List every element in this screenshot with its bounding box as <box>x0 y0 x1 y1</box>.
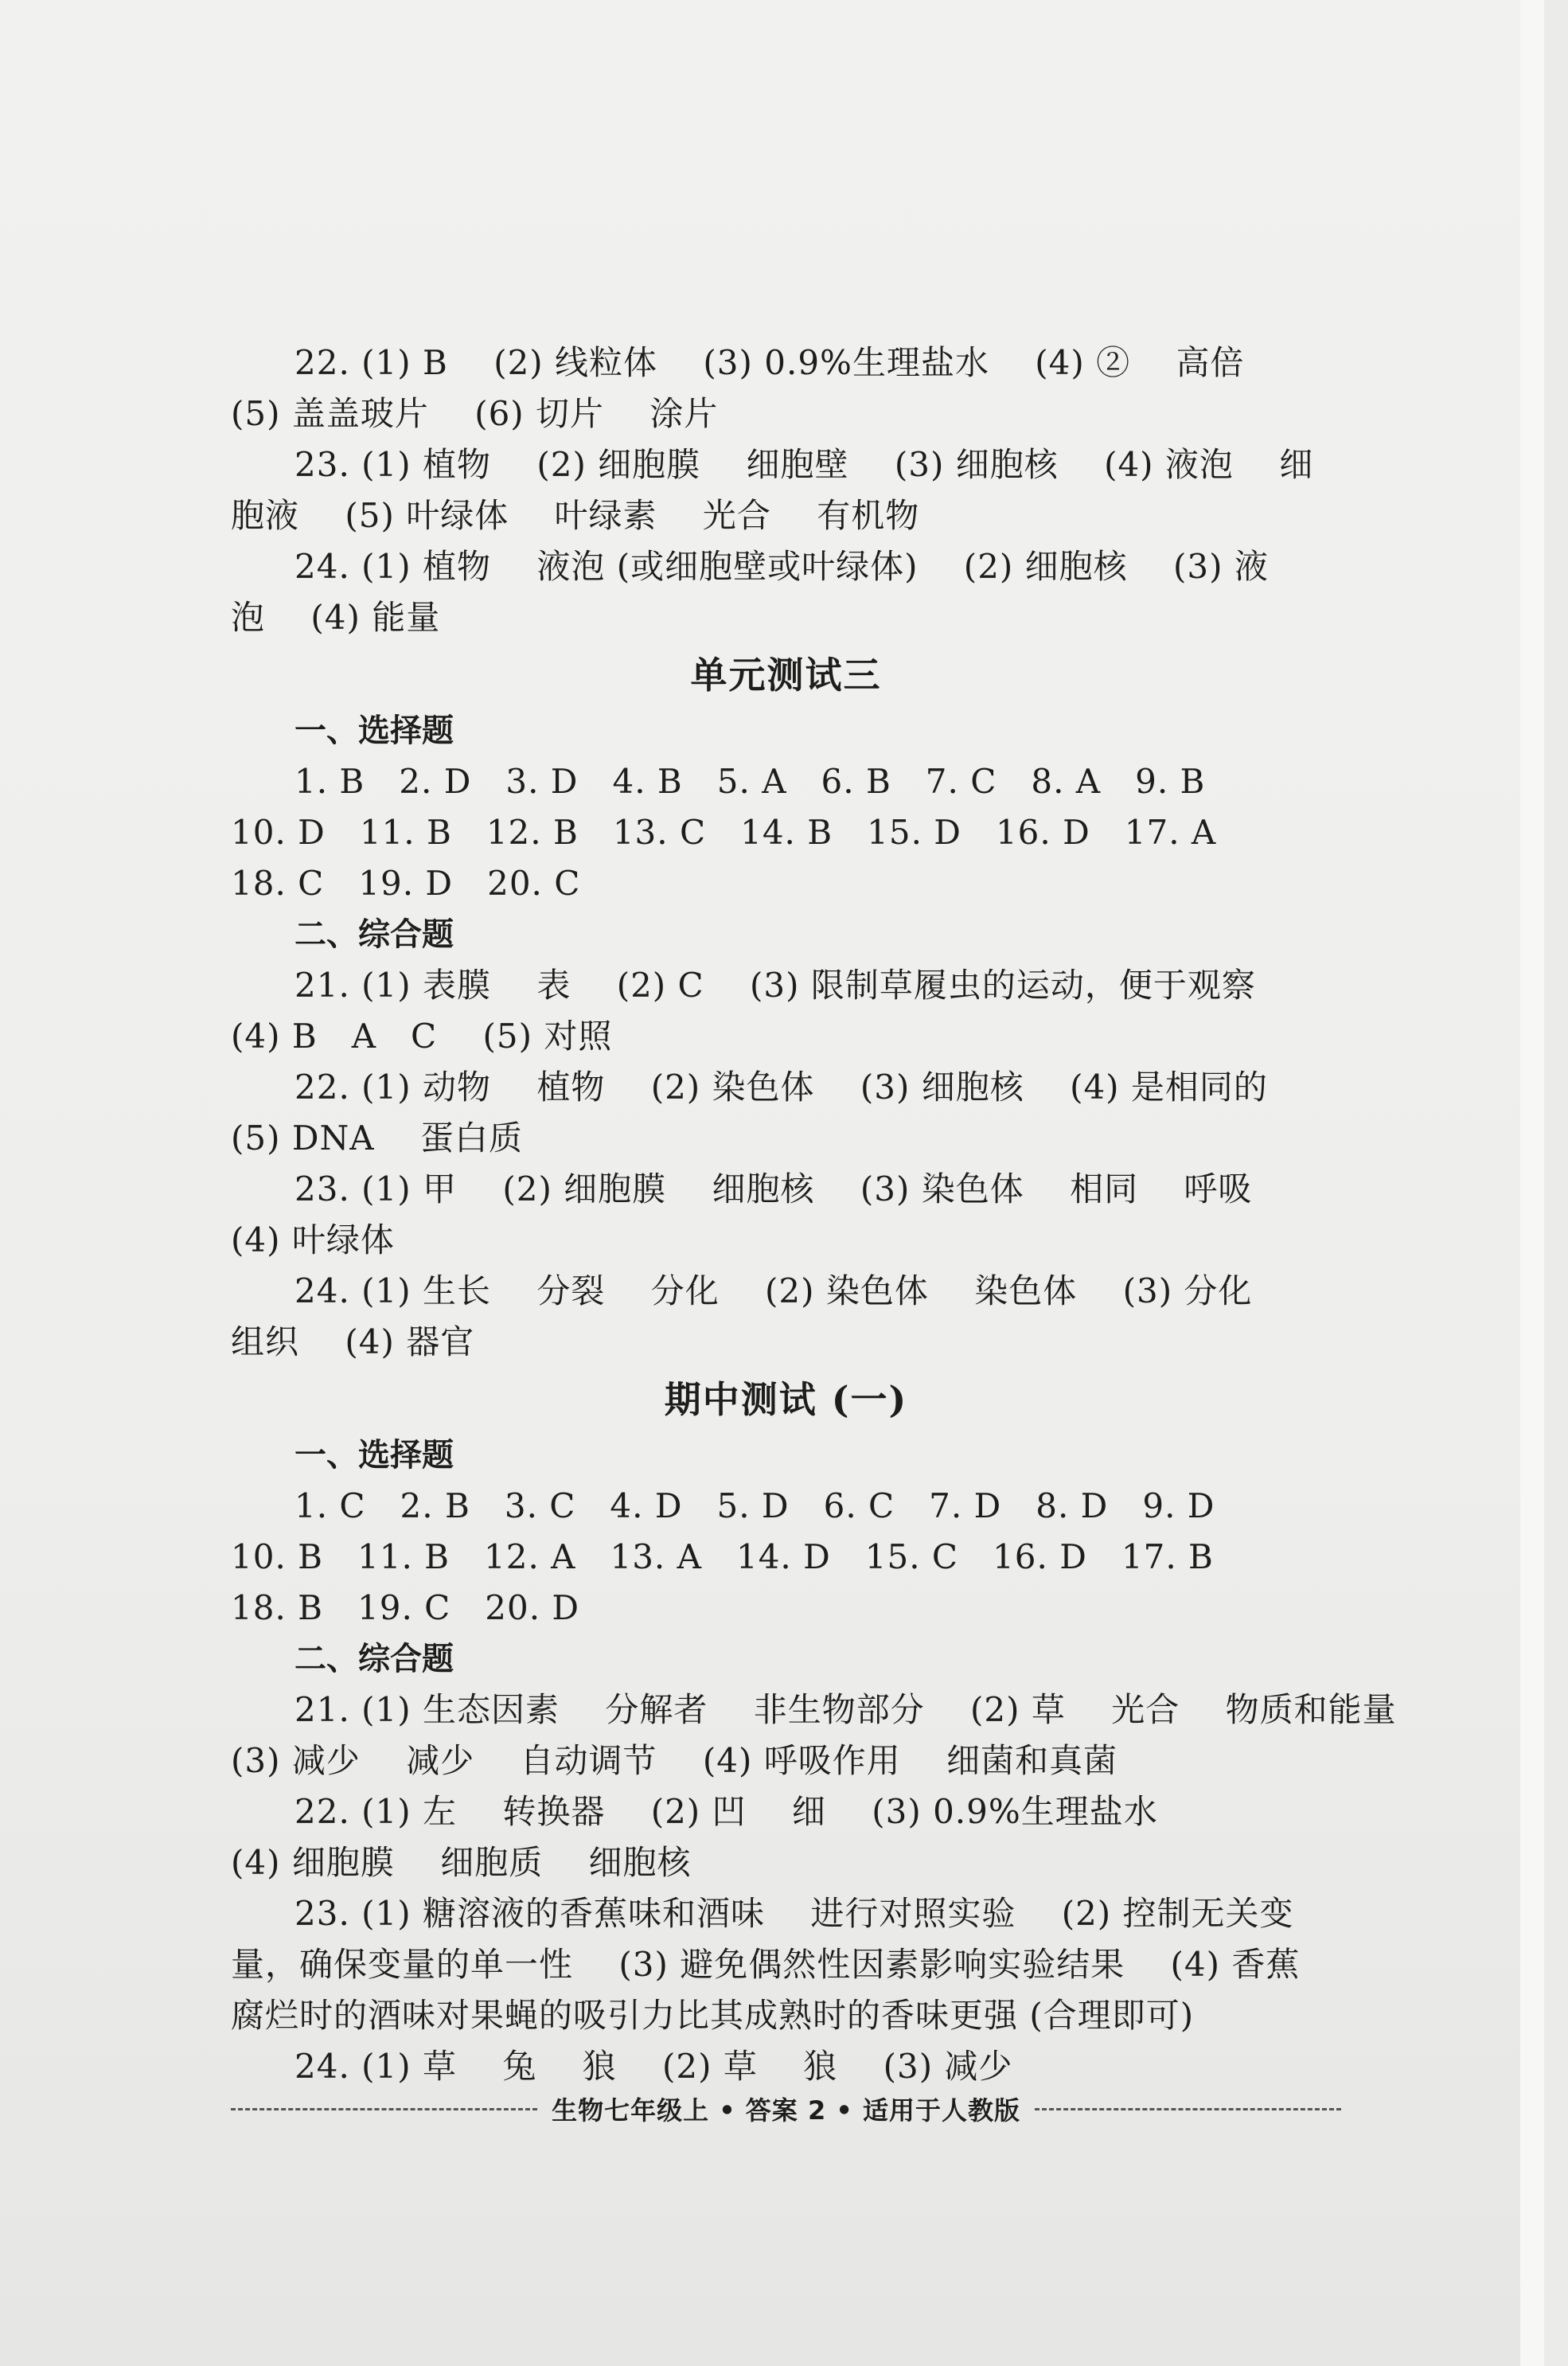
midterm-choice-heading: 一、选择题 <box>294 1437 454 1474</box>
unit3-title: 单元测试三 <box>690 654 882 697</box>
answer-content <box>231 338 1397 2092</box>
footer-text: 生物七年级上 • 答案 2 • 适用于人教版 <box>552 2095 1020 2126</box>
unit3-choice-answers <box>231 756 1341 909</box>
answer-line: (5) 盖盖玻片 (6) 切片 涂片 <box>231 394 719 433</box>
answer-line: 21. (1) 生态因素 分解者 非生物部分 (2) 草 光合 物质和能量 <box>294 1690 1397 1729</box>
choice-line: 18. C 19. D 20. C <box>231 864 581 903</box>
page-footer <box>231 2091 1341 2127</box>
answer-line: 量，确保变量的单一性 (3) 避免偶然性因素影响实验结果 (4) 香蕉 <box>231 1945 1301 1984</box>
answer-line: 23. (1) 糖溶液的香蕉味和酒味 进行对照实验 (2) 控制无关变 <box>294 1894 1294 1933</box>
answer-line: 21. (1) 表膜 表 (2) C (3) 限制草履虫的运动，便于观察 <box>294 966 1256 1005</box>
answer-line: (4) 细胞膜 细胞质 细胞核 <box>231 1843 692 1882</box>
choice-line: 10. B 11. B 12. A 13. A 14. D 15. C 16. D 17. B <box>231 1537 1214 1576</box>
answer-line: (4) B A C (5) 对照 <box>231 1017 613 1056</box>
unit3-comprehensive-answers <box>231 960 1341 1368</box>
footer-dashed-rule-right <box>1035 2108 1341 2110</box>
midterm-title: 期中测试 (一) <box>664 1378 908 1421</box>
answer-line: 腐烂时的酒味对果蝇的吸引力比其成熟时的香味更强 (合理即可) <box>231 1996 1195 2035</box>
unit3-choice-heading: 一、选择题 <box>294 713 454 749</box>
answer-line: (4) 叶绿体 <box>231 1220 395 1259</box>
midterm-comprehensive-heading: 二、综合题 <box>294 1641 454 1677</box>
answer-line: 23. (1) 甲 (2) 细胞膜 细胞核 (3) 染色体 相同 呼吸 <box>294 1169 1253 1208</box>
answer-line: 24. (1) 植物 液泡 (或细胞壁或叶绿体) (2) 细胞核 (3) 液 <box>294 547 1269 586</box>
choice-line: 1. B 2. D 3. D 4. B 5. A 6. B 7. C 8. A 9. B <box>294 762 1206 801</box>
answer-line: 组织 (4) 器官 <box>231 1322 475 1361</box>
answer-line: 22. (1) 动物 植物 (2) 染色体 (3) 细胞核 (4) 是相同的 <box>294 1068 1268 1107</box>
answer-line: (5) DNA 蛋白质 <box>231 1119 523 1158</box>
page-edge <box>1520 0 1544 2366</box>
unit3-comprehensive-heading: 二、综合题 <box>294 916 454 953</box>
choice-line: 18. B 19. C 20. D <box>231 1588 580 1627</box>
answer-line: (3) 减少 减少 自动调节 (4) 呼吸作用 细菌和真菌 <box>231 1741 1118 1780</box>
answer-line: 胞液 (5) 叶绿体 叶绿素 光合 有机物 <box>231 496 920 535</box>
answer-line: 泡 (4) 能量 <box>231 598 441 637</box>
answer-line: 24. (1) 草 兔 狼 (2) 草 狼 (3) 减少 <box>294 2047 1013 2086</box>
answer-line: 22. (1) B (2) 线粒体 (3) 0.9%生理盐水 (4) ② 高倍 <box>294 343 1245 382</box>
choice-line: 1. C 2. B 3. C 4. D 5. D 6. C 7. D 8. D 9. D <box>294 1486 1215 1525</box>
answer-line: 24. (1) 生长 分裂 分化 (2) 染色体 染色体 (3) 分化 <box>294 1271 1253 1310</box>
midterm-comprehensive-answers <box>231 1685 1397 2092</box>
midterm-choice-answers <box>231 1481 1341 1634</box>
answer-line: 22. (1) 左 转换器 (2) 凹 细 (3) 0.9%生理盐水 <box>294 1792 1158 1831</box>
previous-unit-answers <box>231 338 1341 643</box>
choice-line: 10. D 11. B 12. B 13. C 14. B 15. D 16. D 17. A <box>231 813 1217 852</box>
footer-dashed-rule-left <box>231 2108 537 2110</box>
answer-line: 23. (1) 植物 (2) 细胞膜 细胞壁 (3) 细胞核 (4) 液泡 细 <box>294 445 1314 484</box>
